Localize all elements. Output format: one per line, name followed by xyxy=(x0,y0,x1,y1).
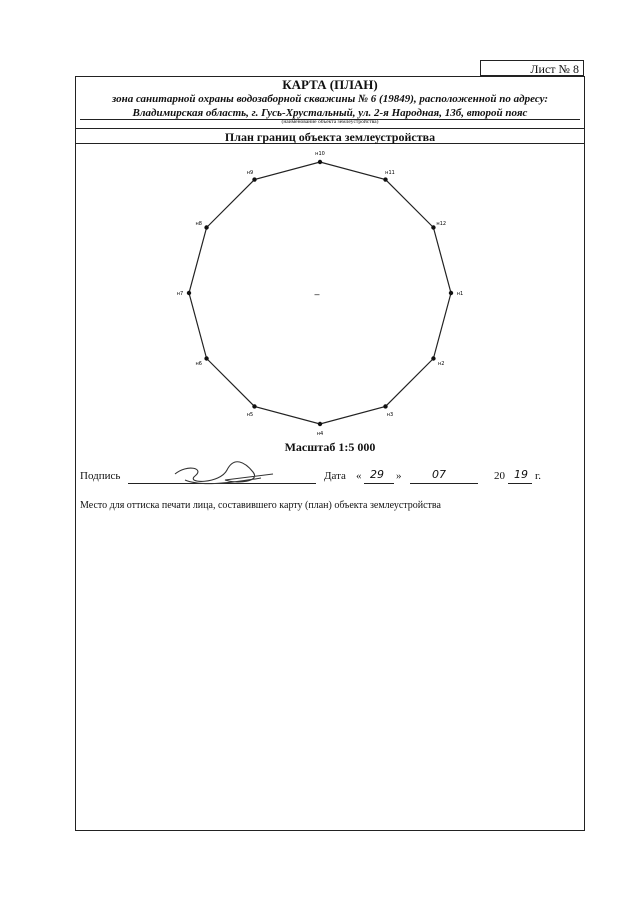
date-year-unit: г. xyxy=(535,470,542,482)
boundary-point-label-10: н10 xyxy=(315,151,325,157)
boundary-point-label-3: н3 xyxy=(386,412,394,419)
date-year-prefix: 20 xyxy=(494,470,505,482)
boundary-point-label-9: н9 xyxy=(246,169,254,176)
boundary-point-5 xyxy=(252,404,256,408)
boundary-point-10 xyxy=(318,160,322,164)
boundary-point-7 xyxy=(187,291,191,295)
boundary-point-label-6: н6 xyxy=(195,361,202,367)
sheet-number: Лист № 8 xyxy=(480,60,584,76)
boundary-point-label-11: н11 xyxy=(385,169,395,176)
boundary-point-label-1: н1 xyxy=(456,291,464,297)
boundary-point-11 xyxy=(383,177,387,181)
boundary-point-12 xyxy=(431,225,435,229)
boundary-point-4 xyxy=(318,422,322,426)
boundary-point-label-8: н8 xyxy=(195,221,202,227)
date-year-line xyxy=(508,483,532,484)
boundary-point-8 xyxy=(204,225,208,229)
scale-label: Масштаб 1:5 000 xyxy=(284,440,376,454)
center-mark: – xyxy=(314,289,320,299)
section-title: План границ объекта землеустройства xyxy=(75,128,585,144)
boundary-point-9 xyxy=(252,177,256,181)
boundary-point-3 xyxy=(383,404,387,408)
boundary-point-1 xyxy=(449,291,453,295)
stamp-place-text: Место для оттиска печати лица, составившего карту (план) объекта землеустройства xyxy=(80,500,441,511)
date-month-line xyxy=(410,483,478,484)
date-month: 07 xyxy=(432,468,446,481)
boundary-point-2 xyxy=(431,356,435,360)
signature-scribble xyxy=(165,458,285,490)
subtitle-line-2: Владимирская область, г. Гусь-Хрустальный, ул. 2-я Народная, 13б, второй пояс xyxy=(132,107,528,119)
date-close-quote: » xyxy=(396,470,402,482)
document-title: КАРТА (ПЛАН) xyxy=(282,77,378,92)
date-day: 29 xyxy=(370,468,384,481)
boundary-point-label-5: н5 xyxy=(246,412,254,419)
boundary-point-label-2: н2 xyxy=(438,361,445,367)
date-label: Дата xyxy=(324,470,346,482)
boundary-point-label-4: н4 xyxy=(316,431,324,437)
date-day-line xyxy=(364,483,394,484)
signature-label: Подпись xyxy=(80,470,121,482)
date-open-quote: « xyxy=(356,470,362,482)
date-year-suffix: 19 xyxy=(514,468,528,481)
subtitle-line-1: зона санитарной охраны водозаборной скважины № 6 (19849), расположенной по адресу: xyxy=(111,93,549,105)
boundary-point-label-12: н12 xyxy=(436,221,447,227)
boundary-point-6 xyxy=(204,356,208,360)
object-name-note: (наименование объекта землеустройства) xyxy=(281,119,379,125)
boundary-point-label-7: н7 xyxy=(176,291,184,297)
boundary-polygon xyxy=(189,162,451,424)
